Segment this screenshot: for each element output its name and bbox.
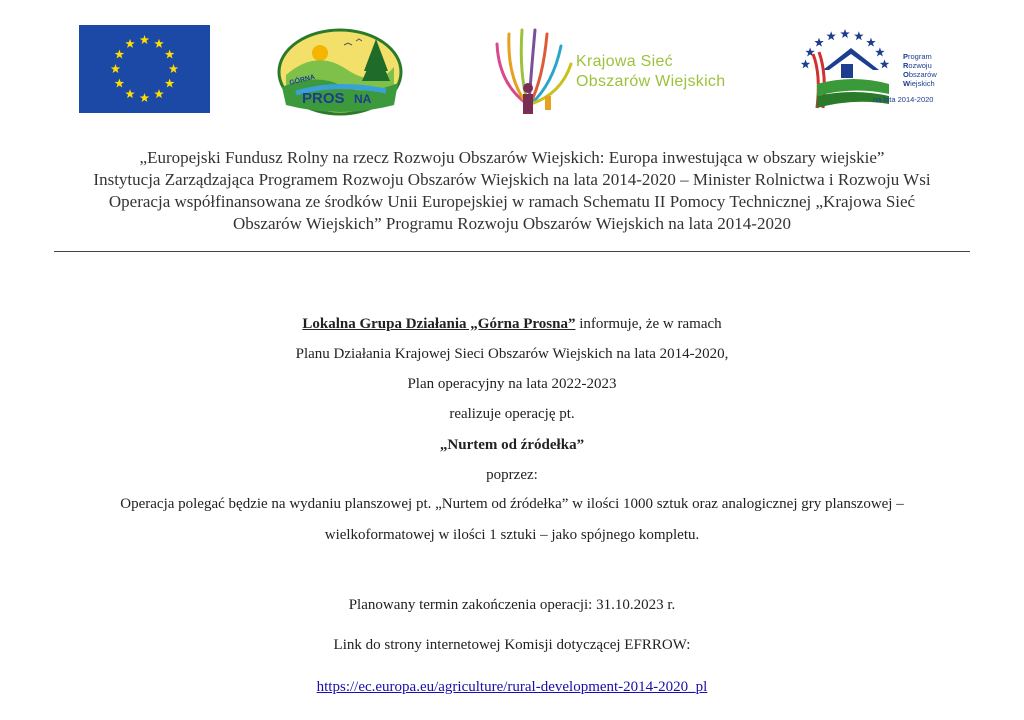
svg-text:PROS: PROS — [302, 90, 345, 107]
header-line-1: „Europejski Fundusz Rolny na rzecz Rozwoju Obszarów Wiejskich: Europa inwestująca w obszary wiejskie” — [139, 148, 885, 167]
prow-years: na lata 2014-2020 — [873, 95, 934, 104]
deadline-line: Planowany termin zakończenia operacji: 31.10.2023 r. — [348, 597, 676, 613]
funding-header — [40, 147, 984, 235]
prow-rest-3: bszarów — [908, 70, 937, 79]
prow-logo — [793, 24, 953, 112]
prow-text — [903, 52, 958, 88]
prow-star — [880, 59, 890, 68]
operational-plan-line: Plan operacyjny na lata 2022-2023 — [407, 376, 617, 392]
gorna-prosna-logo — [276, 27, 404, 117]
prow-star — [814, 38, 824, 47]
ksow-line2: Obszarów Wiejskich — [576, 73, 726, 90]
prow-star — [854, 31, 864, 40]
link-label: Link do strony internetowej Komisji dotyczącej EFRROW: — [333, 637, 691, 653]
prow-rest-4: iejskich — [910, 79, 935, 88]
prow-cap-3: O — [903, 70, 909, 79]
ksow-logo — [489, 24, 741, 116]
prow-cap-2: R — [903, 61, 909, 70]
svg-text:GÓRNA: GÓRNA — [288, 73, 316, 87]
logo-bar — [0, 0, 1024, 130]
header-line-4: Obszarów Wiejskich” Programu Rozwoju Obszarów Wiejskich na lata 2014-2020 — [233, 214, 791, 233]
plan-line: Planu Działania Krajowej Sieci Obszarów Wiejskich na lata 2014-2020, — [295, 346, 729, 362]
header-divider — [54, 251, 970, 252]
intro-rest: informuje, że w ramach — [575, 316, 722, 332]
svg-text:NA: NA — [354, 92, 372, 106]
eu-flag-icon — [79, 25, 210, 113]
prow-star — [826, 31, 836, 40]
announcement-body — [40, 313, 984, 698]
prow-star — [875, 47, 885, 56]
through-line: poprzez: — [486, 467, 538, 483]
prow-cap-1: P — [903, 52, 909, 61]
ksow-tree-icon — [489, 24, 575, 116]
prow-star — [866, 38, 876, 47]
prow-rest-1: rogram — [908, 52, 932, 61]
operation-title: „Nurtem od źródełka” — [439, 437, 585, 453]
prow-star — [801, 59, 811, 68]
prow-cap-4: W — [903, 79, 911, 88]
header-line-2: Instytucja Zarządzająca Programem Rozwoju Obszarów Wiejskich na lata 2014-2020 – Minister Rolnictwa i Rozwoju Wsi — [93, 170, 931, 189]
efrrow-link[interactable]: https://ec.europa.eu/agriculture/rural-development-2014-2020_pl — [316, 679, 708, 695]
prow-star — [840, 29, 850, 38]
lgd-name: Lokalna Grupa Działania „Górna Prosna” — [302, 316, 576, 332]
realizes-line: realizuje operację pt. — [449, 406, 575, 422]
description-line-2: wielkoformatowej w ilości 1 sztuki – jako spójnego kompletu. — [324, 527, 700, 543]
prow-rest-2: ozwoju — [908, 61, 932, 70]
ksow-line1: Krajowa Sieć — [576, 53, 673, 70]
description-line-1: Operacja polegać będzie na wydaniu planszowej pt. „Nurtem od źródełka” w ilości 1000 sztuk oraz analogicznej gry planszowej – — [120, 496, 904, 512]
header-line-3: Operacja współfinansowana ze środków Unii Europejskiej w ramach Schematu II Pomocy Technicznej „Krajowa Sieć — [108, 192, 916, 211]
